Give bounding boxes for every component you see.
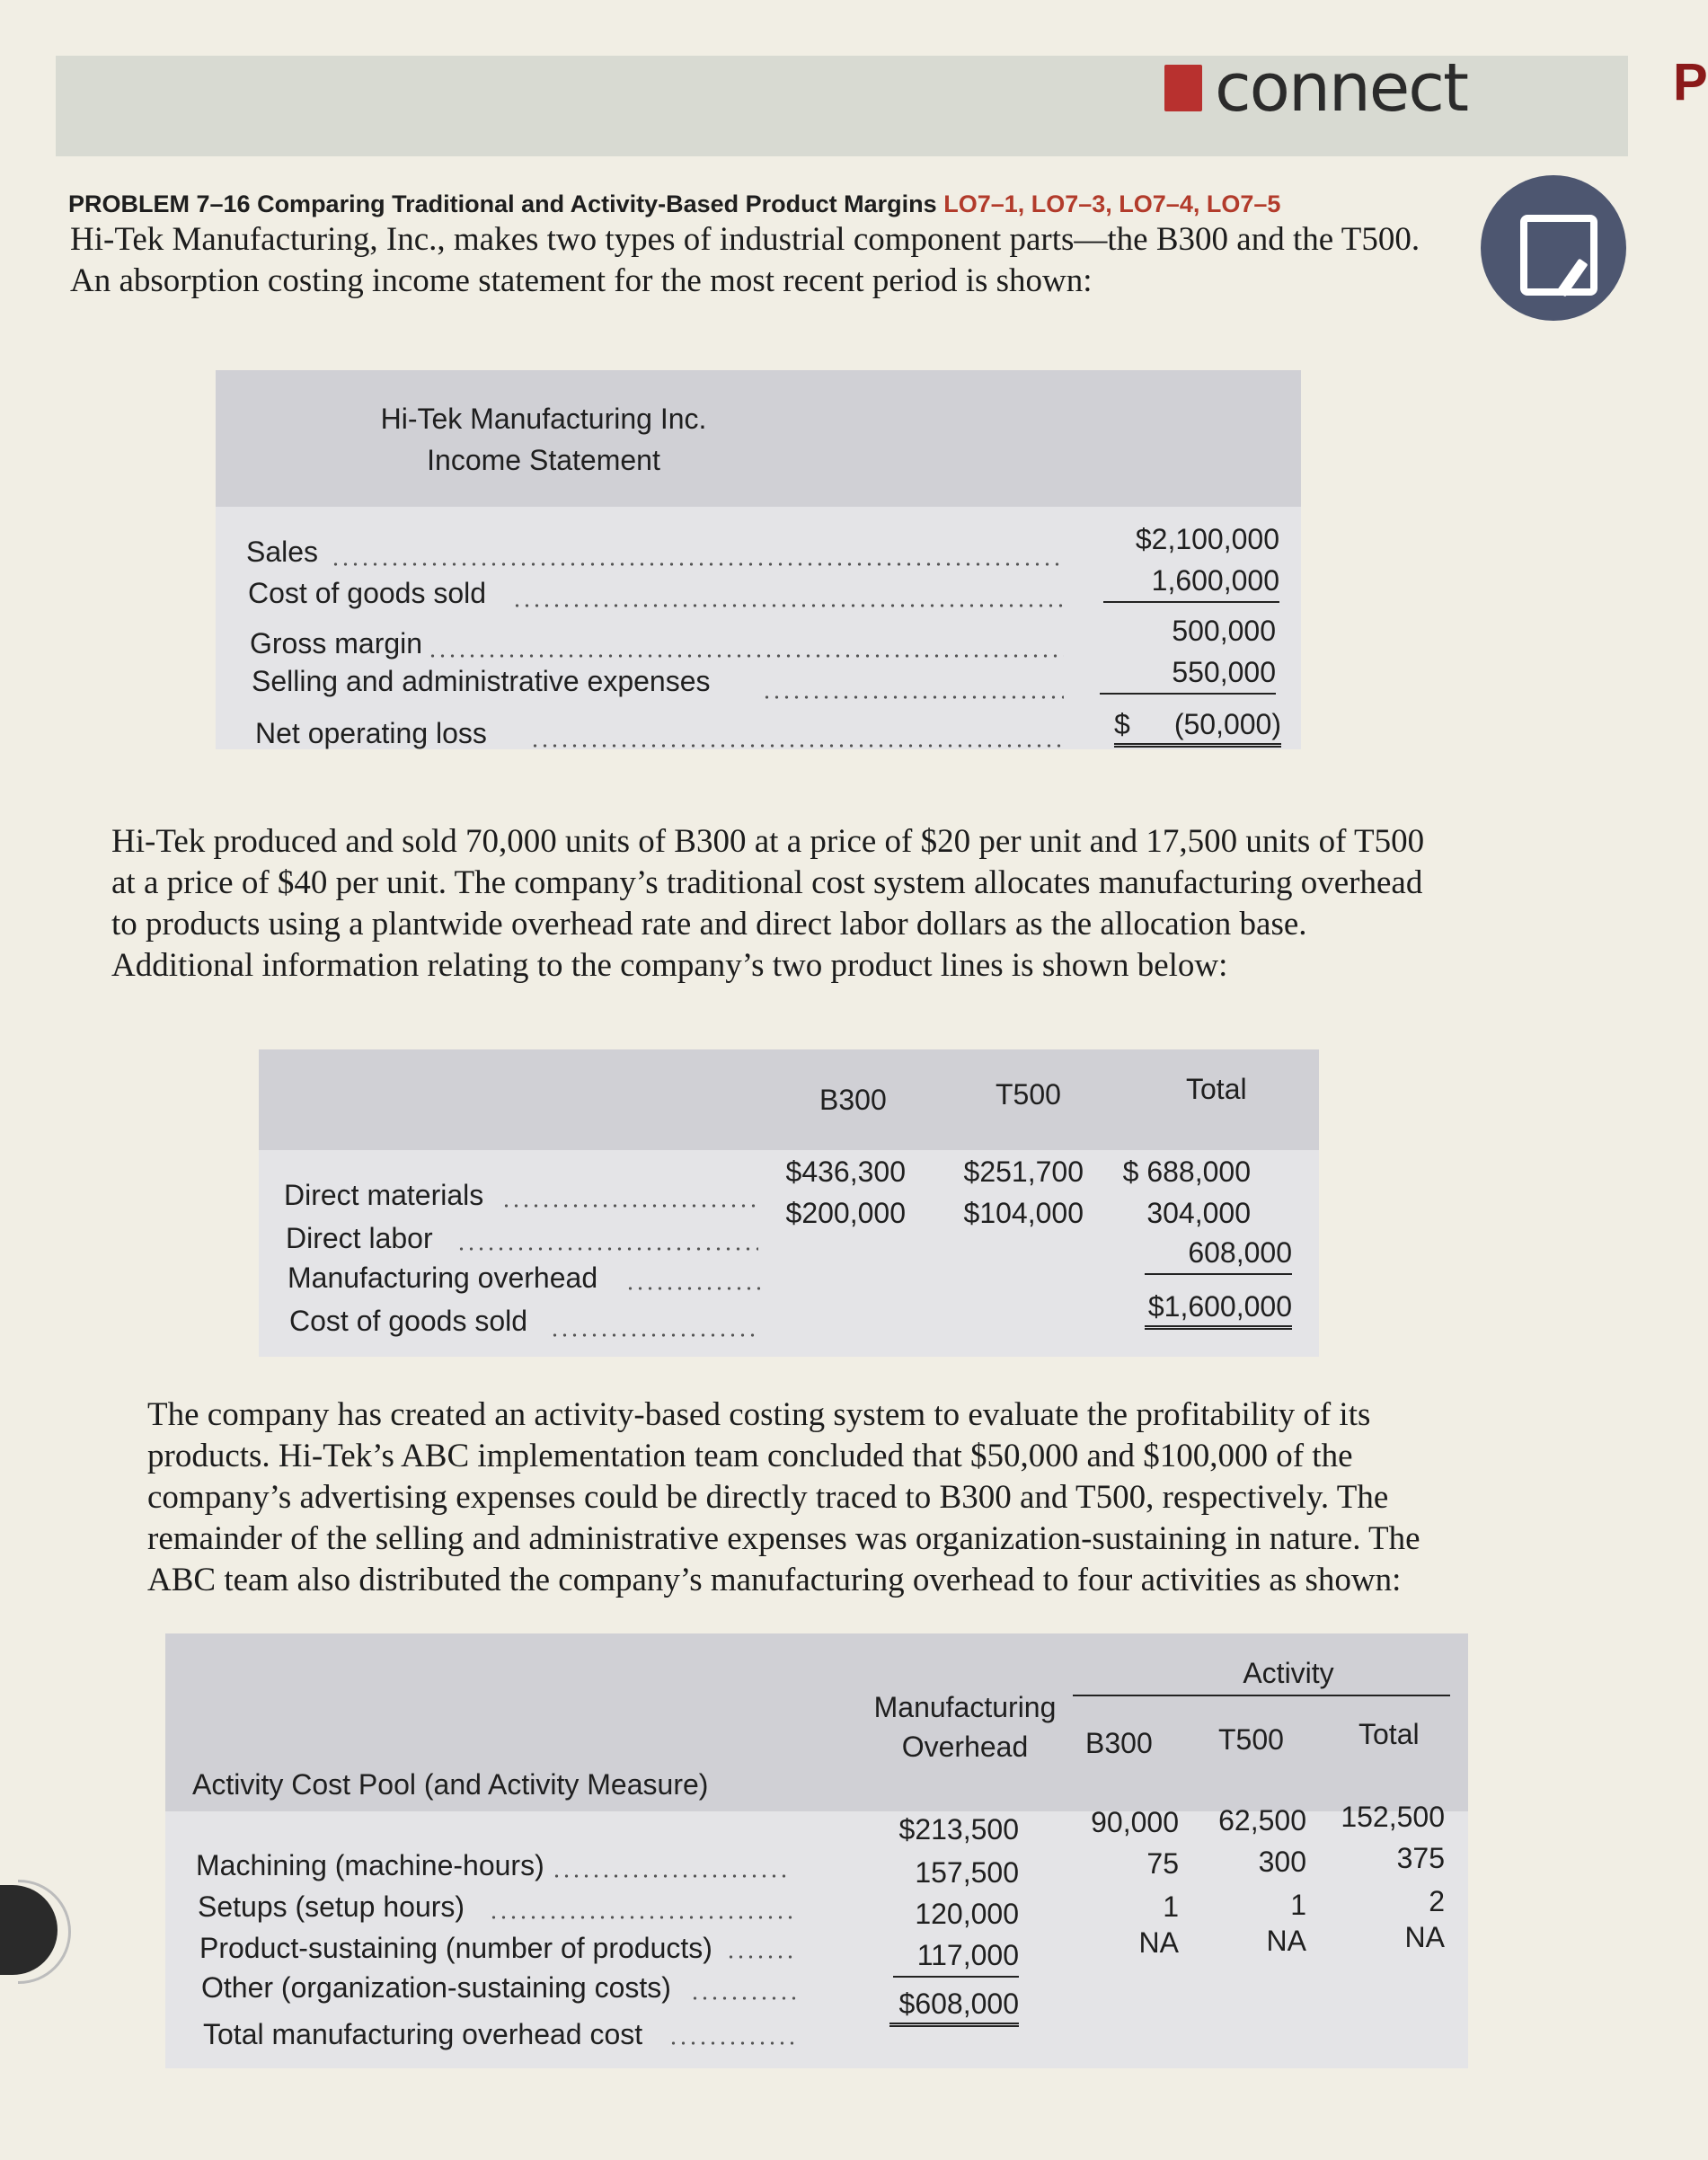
learning-objectives: LO7–1, LO7–3, LO7–4, LO7–5 [943, 190, 1281, 217]
leader-dots [530, 742, 1064, 749]
row-label: Product-sustaining (number of products) [199, 1932, 712, 1964]
income-row [216, 564, 1301, 609]
row-label: Manufacturing overhead [288, 1261, 598, 1294]
leader-dots [762, 694, 1064, 701]
overhead-value: 117,000 [893, 1939, 1019, 1978]
row-label: Selling and administrative expenses [252, 665, 711, 697]
overhead-value: $608,000 [889, 1987, 1019, 2027]
row-label: Direct labor [286, 1222, 433, 1254]
col-t500: T500 [1218, 1723, 1284, 1756]
income-statement-header [216, 370, 1301, 507]
activity-rule [1073, 1695, 1450, 1696]
statement-title: Income Statement [427, 444, 660, 476]
col-total: Total [1186, 1073, 1247, 1105]
problem-intro: Hi-Tek Manufacturing, Inc., makes two types of industrial component parts—the B300 and the T500. An absorption costing income statement for the most recent period is shown: [70, 221, 1420, 299]
overhead-header-2: Overhead [901, 1731, 1029, 1763]
mcgraw-hill-logo-icon [1164, 65, 1202, 111]
note-paper-shape [1520, 215, 1597, 296]
overhead-header-1: Manufacturing [873, 1691, 1057, 1723]
row-value [1114, 708, 1281, 748]
row-label: Direct materials [284, 1179, 484, 1211]
overhead-value: $213,500 [898, 1813, 1019, 1846]
t500-value: $251,700 [963, 1155, 1084, 1188]
table-row [259, 1290, 1319, 1337]
row-label: Gross margin [250, 627, 423, 660]
company-name: Hi-Tek Manufacturing Inc. [380, 403, 707, 435]
table-row [259, 1155, 1319, 1211]
row-label: Other (organization-sustaining costs) [201, 1971, 671, 2004]
abc-table-header [165, 1633, 1468, 1811]
b300-value: $436,300 [785, 1155, 906, 1188]
total-value: $1,600,000 [1145, 1290, 1292, 1330]
activity-cost-pool-table [165, 1633, 1468, 2068]
row-label: Setups (setup hours) [198, 1890, 465, 1923]
b300-value: 90,000 [1091, 1806, 1179, 1838]
total-value: 608,000 [1145, 1236, 1292, 1275]
b300-value: 75 [1146, 1847, 1179, 1880]
row-label: Sales [246, 536, 319, 568]
leader-dots [512, 602, 1064, 609]
product-table-header [259, 1049, 1319, 1150]
b300-value: NA [1138, 1926, 1179, 1959]
connect-wordmark: connect [1215, 49, 1467, 127]
t500-value: 1 [1290, 1889, 1306, 1921]
col-t500: T500 [996, 1078, 1061, 1111]
problem-paragraph-2: Hi-Tek produced and sold 70,000 units of B300 at a price of $20 per unit and 17,500 units of T500 at a price of $40 per unit. The company’s traditional cost system allocates manufacturing overhead to products using a plantwide overhead rate and direct labor dollars as the allocation base. Additional information relating to the company’s two product lines is shown below: [111, 823, 1425, 984]
row-value: 500,000 [1172, 615, 1276, 647]
overhead-value: 157,500 [915, 1856, 1019, 1889]
total-value: $ 688,000 [1122, 1155, 1251, 1188]
row-label: Net operating loss [255, 717, 487, 749]
row-label: Machining (machine-hours) [196, 1849, 544, 1881]
income-row [216, 523, 1301, 568]
row-label: Total manufacturing overhead cost [203, 2018, 643, 2050]
product-cost-table [259, 1049, 1319, 1357]
income-row [216, 615, 1301, 660]
income-row [216, 708, 1301, 749]
problem-heading [68, 190, 1434, 218]
t500-value: NA [1266, 1925, 1306, 1957]
problem-paragraph-3: The company has created an activity-based costing system to evaluate the profitability of its products. Hi-Tek’s ABC implementation team concluded that $50,000 and $100,000 of the company’s advertising expenses could be directly traced to B300 and T500, respectively. The remainder of the selling and administrative expenses was organization-sustaining in nature. The ABC team also distributed the company’s manufacturing overhead to four activities as shown: [147, 1396, 1420, 1598]
total-value: NA [1404, 1921, 1445, 1953]
problem-title: PROBLEM 7–16 Comparing Traditional and Activity-Based Product Margins [68, 190, 937, 217]
income-statement [216, 370, 1301, 749]
col-b300: B300 [1085, 1727, 1153, 1759]
row-amount: (50,000) [1173, 708, 1281, 740]
income-row [216, 656, 1301, 697]
b300-value: 1 [1163, 1890, 1179, 1923]
total-value: 375 [1396, 1842, 1445, 1874]
abc-row [165, 1987, 1468, 2050]
currency-sign: $ [1114, 708, 1130, 740]
leader-dots [550, 1332, 760, 1339]
total-value: 304,000 [1146, 1197, 1251, 1229]
col-total: Total [1358, 1718, 1420, 1750]
pool-header: Activity Cost Pool (and Activity Measure) [192, 1768, 709, 1801]
t500-value: 300 [1258, 1846, 1306, 1878]
overhead-value: 120,000 [915, 1898, 1019, 1930]
col-b300: B300 [819, 1084, 887, 1116]
leader-dots [668, 2040, 798, 2047]
row-value: 1,600,000 [1103, 564, 1279, 603]
t500-value: 62,500 [1218, 1804, 1306, 1837]
t500-value: $104,000 [963, 1197, 1084, 1229]
total-value: 2 [1429, 1885, 1445, 1917]
table-row [259, 1236, 1319, 1294]
row-value: $2,100,000 [1135, 523, 1279, 555]
b300-value: $200,000 [785, 1197, 906, 1229]
row-label: Cost of goods sold [289, 1305, 528, 1337]
total-value: 152,500 [1341, 1801, 1445, 1833]
corner-letter: P [1673, 53, 1708, 111]
row-value: 550,000 [1100, 656, 1276, 695]
row-label: Cost of goods sold [248, 577, 487, 609]
activity-header: Activity [1243, 1657, 1334, 1689]
connect-logo [1164, 49, 1467, 127]
edit-note-icon[interactable] [1481, 175, 1626, 321]
